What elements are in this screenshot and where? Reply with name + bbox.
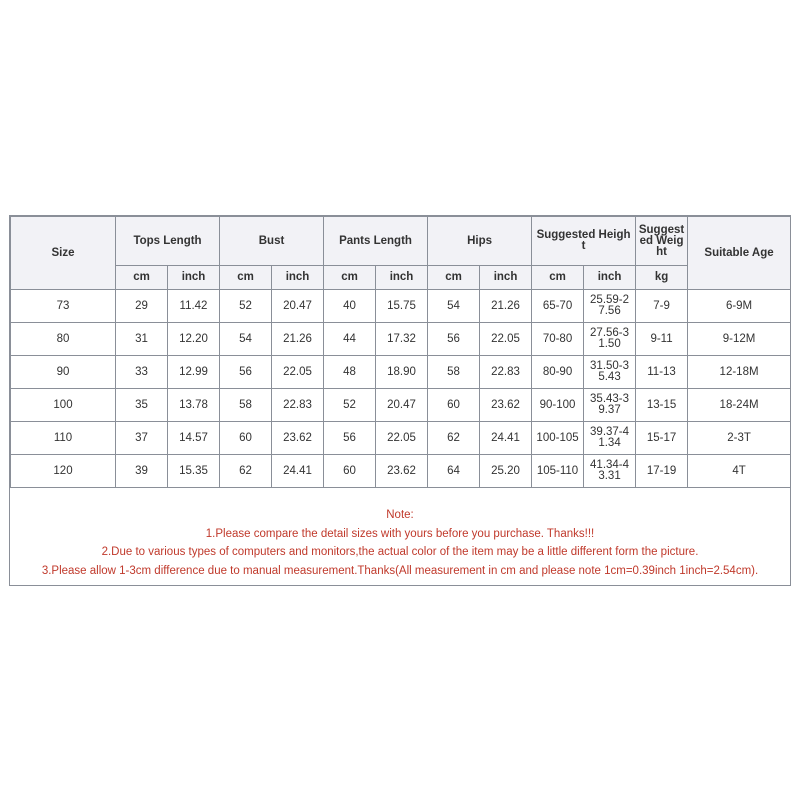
cell-hips-inch: 24.41 (480, 422, 532, 455)
cell-height-cm: 65-70 (532, 290, 584, 323)
cell-size: 80 (11, 323, 116, 356)
unit-bust-inch: inch (272, 266, 324, 290)
unit-hips-inch: inch (480, 266, 532, 290)
unit-height-cm: cm (532, 266, 584, 290)
cell-age: 2-3T (688, 422, 791, 455)
unit-hips-cm: cm (428, 266, 480, 290)
cell-hips-inch: 22.83 (480, 356, 532, 389)
unit-bust-cm: cm (220, 266, 272, 290)
unit-tops-inch: inch (168, 266, 220, 290)
cell-hips-cm: 56 (428, 323, 480, 356)
unit-pants-cm: cm (324, 266, 376, 290)
cell-height-cm: 100-105 (532, 422, 584, 455)
cell-size: 110 (11, 422, 116, 455)
note-title: Note: (386, 509, 414, 521)
cell-hips-cm: 60 (428, 389, 480, 422)
table-row (11, 356, 791, 389)
cell-height-inch: 39.37-41.34 (584, 422, 636, 455)
header-suitable-age: Suitable Age (688, 217, 791, 290)
header-pants-length: Pants Length (324, 217, 428, 266)
cell-pants-cm: 44 (324, 323, 376, 356)
cell-size: 73 (11, 290, 116, 323)
size-table (10, 216, 791, 488)
cell-tops-inch: 12.99 (168, 356, 220, 389)
cell-hips-inch: 22.05 (480, 323, 532, 356)
cell-tops-cm: 35 (116, 389, 168, 422)
note-line-3: 3.Please allow 1-3cm difference due to manual measurement.Thanks(All measurement in cm and please note 1cm=0.39inch 1inch=2.54cm). (41, 564, 759, 577)
cell-bust-inch: 20.47 (272, 290, 324, 323)
unit-tops-cm: cm (116, 266, 168, 290)
cell-bust-cm: 62 (220, 455, 272, 488)
cell-pants-cm: 48 (324, 356, 376, 389)
cell-size: 120 (11, 455, 116, 488)
cell-bust-inch: 22.05 (272, 356, 324, 389)
cell-hips-cm: 62 (428, 422, 480, 455)
header-hips: Hips (428, 217, 532, 266)
cell-weight-kg: 11-13 (636, 356, 688, 389)
cell-age: 9-12M (688, 323, 791, 356)
cell-pants-inch: 23.62 (376, 455, 428, 488)
cell-bust-cm: 54 (220, 323, 272, 356)
cell-height-cm: 105-110 (532, 455, 584, 488)
cell-hips-cm: 64 (428, 455, 480, 488)
cell-tops-inch: 14.57 (168, 422, 220, 455)
cell-pants-cm: 60 (324, 455, 376, 488)
cell-weight-kg: 17-19 (636, 455, 688, 488)
cell-tops-inch: 15.35 (168, 455, 220, 488)
cell-hips-inch: 23.62 (480, 389, 532, 422)
cell-age: 4T (688, 455, 791, 488)
cell-height-inch: 31.50-35.43 (584, 356, 636, 389)
cell-age: 6-9M (688, 290, 791, 323)
cell-hips-cm: 58 (428, 356, 480, 389)
cell-pants-inch: 18.90 (376, 356, 428, 389)
header-row-units (11, 266, 791, 290)
header-suggested-weight: Suggested Weight (636, 217, 688, 266)
cell-hips-inch: 25.20 (480, 455, 532, 488)
cell-age: 18-24M (688, 389, 791, 422)
cell-size: 90 (11, 356, 116, 389)
cell-pants-cm: 40 (324, 290, 376, 323)
cell-height-inch: 41.34-43.31 (584, 455, 636, 488)
header-suggested-height: Suggested Height (532, 217, 636, 266)
cell-tops-cm: 31 (116, 323, 168, 356)
cell-bust-inch: 22.83 (272, 389, 324, 422)
cell-tops-cm: 37 (116, 422, 168, 455)
cell-hips-inch: 21.26 (480, 290, 532, 323)
notes-section (10, 488, 790, 580)
cell-height-inch: 27.56-31.50 (584, 323, 636, 356)
table-row (11, 323, 791, 356)
cell-pants-inch: 22.05 (376, 422, 428, 455)
note-line-2: 2.Due to various types of computers and monitors,the actual color of the item may be a little different form the picture. (101, 546, 699, 558)
cell-bust-cm: 60 (220, 422, 272, 455)
cell-pants-inch: 17.32 (376, 323, 428, 356)
cell-pants-cm: 56 (324, 422, 376, 455)
cell-height-cm: 90-100 (532, 389, 584, 422)
cell-pants-cm: 52 (324, 389, 376, 422)
cell-bust-cm: 58 (220, 389, 272, 422)
cell-tops-inch: 11.42 (168, 290, 220, 323)
cell-tops-inch: 13.78 (168, 389, 220, 422)
cell-age: 12-18M (688, 356, 791, 389)
cell-tops-cm: 29 (116, 290, 168, 323)
header-tops-length: Tops Length (116, 217, 220, 266)
cell-weight-kg: 13-15 (636, 389, 688, 422)
cell-height-inch: 25.59-27.56 (584, 290, 636, 323)
table-row (11, 389, 791, 422)
cell-height-inch: 35.43-39.37 (584, 389, 636, 422)
cell-size: 100 (11, 389, 116, 422)
cell-bust-inch: 23.62 (272, 422, 324, 455)
cell-bust-inch: 24.41 (272, 455, 324, 488)
cell-weight-kg: 15-17 (636, 422, 688, 455)
cell-tops-inch: 12.20 (168, 323, 220, 356)
note-line-1: 1.Please compare the detail sizes with yours before you purchase. Thanks!!! (205, 527, 595, 540)
unit-height-inch: inch (584, 266, 636, 290)
cell-bust-inch: 21.26 (272, 323, 324, 356)
table-row (11, 422, 791, 455)
cell-weight-kg: 7-9 (636, 290, 688, 323)
header-bust: Bust (220, 217, 324, 266)
unit-pants-inch: inch (376, 266, 428, 290)
header-row-main (11, 217, 791, 266)
cell-bust-cm: 52 (220, 290, 272, 323)
size-chart (9, 215, 791, 586)
cell-tops-cm: 39 (116, 455, 168, 488)
unit-weight-kg: kg (636, 266, 688, 290)
cell-bust-cm: 56 (220, 356, 272, 389)
header-size: Size (11, 217, 116, 290)
table-row (11, 290, 791, 323)
cell-hips-cm: 54 (428, 290, 480, 323)
cell-weight-kg: 9-11 (636, 323, 688, 356)
cell-height-cm: 70-80 (532, 323, 584, 356)
cell-pants-inch: 20.47 (376, 389, 428, 422)
cell-pants-inch: 15.75 (376, 290, 428, 323)
cell-tops-cm: 33 (116, 356, 168, 389)
cell-height-cm: 80-90 (532, 356, 584, 389)
table-row (11, 455, 791, 488)
